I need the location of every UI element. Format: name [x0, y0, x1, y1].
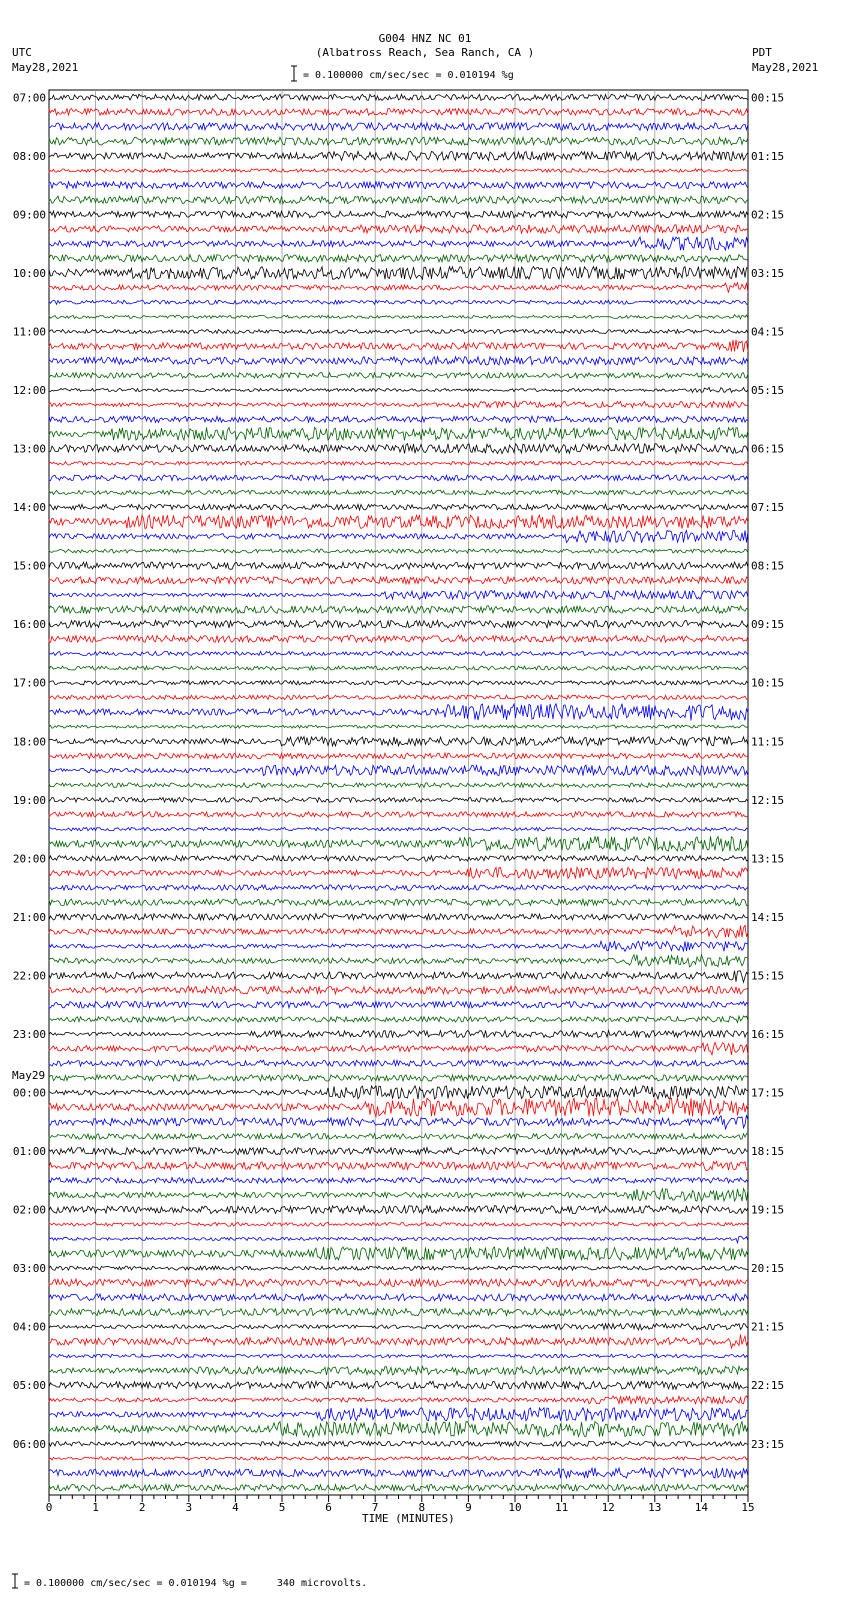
pdt-hour-label: 21:15 — [751, 1320, 785, 1334]
seismic-trace — [49, 196, 748, 204]
pdt-hour-label: 16:15 — [751, 1027, 785, 1041]
utc-hour-label: 10:00 — [12, 266, 46, 280]
seismic-trace — [49, 606, 748, 613]
seismic-trace — [49, 725, 748, 728]
seismic-trace — [49, 1247, 748, 1260]
seismic-trace — [49, 1042, 748, 1055]
seismic-trace — [49, 1161, 748, 1171]
utc-hour-label: 11:00 — [12, 325, 46, 339]
seismic-trace — [49, 1134, 748, 1140]
x-tick-label: 3 — [185, 1501, 193, 1514]
date-change-label: May29 — [12, 1069, 46, 1082]
x-tick-label: 9 — [465, 1501, 472, 1514]
pdt-hour-label: 20:15 — [751, 1262, 785, 1276]
station-location: (Albatross Reach, Sea Ranch, CA ) — [315, 46, 535, 59]
station-title: G004 HNZ NC 01 — [378, 32, 472, 45]
seismic-trace — [49, 330, 748, 334]
seismic-trace — [49, 444, 748, 454]
seismic-trace — [49, 315, 748, 319]
x-tick-label: 8 — [418, 1501, 426, 1514]
seismic-trace — [49, 591, 748, 600]
seismic-trace — [49, 1324, 748, 1330]
pdt-hour-label: 06:15 — [751, 442, 785, 456]
pdt-hour-label: 17:15 — [751, 1086, 785, 1100]
x-axis-label: TIME (MINUTES) — [362, 1512, 455, 1525]
pdt-hour-label: 13:15 — [751, 852, 785, 866]
seismic-trace — [49, 1308, 748, 1315]
seismic-trace — [49, 765, 748, 776]
seismic-trace — [49, 357, 748, 365]
seismic-trace — [49, 1178, 748, 1184]
pdt-hour-label: 09:15 — [751, 618, 785, 632]
seismic-trace — [49, 1354, 748, 1358]
seismic-trace — [49, 955, 748, 967]
x-tick-label: 7 — [371, 1501, 379, 1514]
utc-hour-label: 00:00 — [12, 1086, 46, 1100]
pdt-hour-label: 01:15 — [751, 149, 785, 163]
seismic-trace — [49, 827, 748, 830]
pdt-hour-label: 08:15 — [751, 559, 785, 573]
pdt-hour-label: 10:15 — [751, 676, 785, 690]
seismic-trace — [49, 1408, 748, 1421]
seismic-trace — [49, 562, 748, 569]
seismic-trace — [49, 225, 748, 234]
x-tick-label: 12 — [601, 1501, 615, 1514]
pdt-hour-label: 03:15 — [751, 266, 785, 280]
seismic-trace — [49, 1279, 748, 1287]
seismic-trace — [49, 237, 748, 251]
seismic-trace — [49, 267, 748, 280]
seismic-trace — [49, 373, 748, 379]
seismic-trace — [49, 1441, 748, 1446]
utc-hour-label: 21:00 — [12, 910, 46, 924]
seismic-trace — [49, 515, 748, 529]
seismic-trace — [49, 836, 748, 851]
seismic-trace — [49, 899, 748, 906]
seismic-trace — [49, 1002, 748, 1008]
seismic-trace — [49, 490, 748, 495]
x-tick-label: 15 — [741, 1501, 755, 1514]
seismic-trace — [49, 971, 748, 983]
right-date: May28,2021 — [752, 61, 819, 74]
seismic-trace — [49, 635, 748, 642]
utc-hour-label: 08:00 — [12, 149, 46, 163]
seismic-trace — [49, 1484, 748, 1491]
x-tick-label: 11 — [554, 1501, 569, 1514]
seismic-trace — [49, 1189, 748, 1202]
pdt-hour-label: 23:15 — [751, 1437, 785, 1451]
seismic-trace — [49, 283, 748, 293]
seismic-trace — [49, 475, 748, 481]
right-timezone: PDT — [752, 46, 772, 59]
x-tick-label: 4 — [232, 1501, 239, 1514]
utc-hour-label: 15:00 — [12, 559, 46, 573]
seismic-trace — [49, 1031, 748, 1038]
seismic-trace — [49, 941, 748, 951]
utc-hour-label: 20:00 — [12, 852, 46, 866]
seismic-trace — [49, 123, 748, 131]
seismic-trace — [49, 1115, 748, 1129]
seismic-trace — [49, 885, 748, 890]
seismic-trace — [49, 416, 748, 422]
seismic-trace — [49, 461, 748, 465]
footer-scale-text: = 0.100000 cm/sec/sec = 0.010194 %g = 340 microvolts. — [24, 1578, 368, 1589]
seismic-trace — [49, 428, 748, 441]
seismic-trace — [49, 1075, 748, 1081]
pdt-hour-label: 05:15 — [751, 384, 785, 398]
pdt-hour-label: 19:15 — [751, 1203, 785, 1217]
pdt-hour-label: 11:15 — [751, 735, 785, 749]
seismic-trace — [49, 211, 748, 218]
seismic-trace — [49, 94, 748, 100]
seismic-trace — [49, 1335, 748, 1349]
x-tick-label: 10 — [508, 1501, 522, 1514]
seismic-trace — [49, 812, 748, 817]
seismic-trace — [49, 681, 748, 685]
seismic-trace — [49, 300, 748, 304]
seismic-trace — [49, 1457, 748, 1460]
seismic-trace — [49, 151, 748, 160]
seismic-trace — [49, 783, 748, 788]
pdt-hour-label: 22:15 — [751, 1379, 785, 1393]
seismic-trace — [49, 798, 748, 803]
x-tick-label: 5 — [278, 1501, 286, 1514]
seismic-trace — [49, 182, 748, 189]
seismic-trace — [49, 1086, 748, 1099]
seismic-trace — [49, 109, 748, 116]
seismic-trace — [49, 387, 748, 392]
pdt-hour-label: 18:15 — [751, 1145, 785, 1159]
utc-hour-label: 03:00 — [12, 1262, 46, 1276]
utc-hour-label: 01:00 — [12, 1145, 46, 1159]
seismic-trace — [49, 549, 748, 553]
seismic-trace — [49, 986, 748, 994]
seismic-trace — [49, 704, 748, 721]
utc-hour-label: 12:00 — [12, 384, 46, 398]
seismic-trace — [49, 666, 748, 670]
scale-text: = 0.100000 cm/sec/sec = 0.010194 %g — [303, 70, 514, 81]
x-tick-label: 2 — [138, 1501, 146, 1514]
pdt-hour-label: 04:15 — [751, 325, 785, 339]
seismic-trace — [49, 1468, 748, 1478]
seismic-trace — [49, 1016, 748, 1023]
seismic-trace — [49, 651, 748, 655]
pdt-hour-label: 12:15 — [751, 793, 785, 807]
seismic-trace — [49, 1421, 748, 1436]
utc-hour-label: 09:00 — [12, 208, 46, 222]
left-timezone: UTC — [12, 46, 32, 59]
seismic-trace — [49, 1060, 748, 1066]
utc-hour-label: 14:00 — [12, 501, 46, 515]
seismic-trace — [49, 1294, 748, 1301]
seismic-trace — [49, 737, 748, 746]
seismic-trace — [49, 914, 748, 920]
pdt-hour-label: 02:15 — [751, 208, 785, 222]
utc-hour-label: 05:00 — [12, 1379, 46, 1393]
seismic-trace — [49, 1148, 748, 1155]
utc-hour-label: 17:00 — [12, 676, 46, 690]
seismic-trace — [49, 169, 748, 173]
seismic-trace — [49, 867, 748, 879]
utc-hour-label: 13:00 — [12, 442, 46, 456]
utc-hour-label: 16:00 — [12, 618, 46, 632]
seismic-trace — [49, 1098, 748, 1117]
seismic-trace — [49, 753, 748, 759]
utc-hour-label: 04:00 — [12, 1320, 46, 1334]
seismic-trace — [49, 1396, 748, 1404]
left-date: May28,2021 — [12, 61, 79, 74]
utc-hour-label: 22:00 — [12, 969, 46, 983]
x-tick-label: 1 — [92, 1501, 99, 1514]
seismic-trace — [49, 1266, 748, 1270]
seismic-trace — [49, 402, 748, 408]
seismic-trace — [49, 504, 748, 510]
seismic-trace — [49, 856, 748, 862]
x-tick-label: 0 — [45, 1501, 53, 1514]
utc-hour-label: 07:00 — [12, 91, 46, 105]
seismic-trace — [49, 1366, 748, 1375]
seismic-trace — [49, 1222, 748, 1226]
utc-hour-label: 02:00 — [12, 1203, 46, 1217]
seismic-trace — [49, 340, 748, 352]
seismic-trace — [49, 620, 748, 628]
seismic-trace — [49, 577, 748, 584]
seismic-trace — [49, 1381, 748, 1389]
x-tick-label: 14 — [694, 1501, 709, 1514]
pdt-hour-label: 00:15 — [751, 91, 785, 105]
pdt-hour-label: 15:15 — [751, 969, 785, 983]
x-tick-label: 6 — [325, 1501, 332, 1514]
utc-hour-label: 23:00 — [12, 1027, 46, 1041]
seismic-trace — [49, 1236, 748, 1242]
pdt-hour-label: 07:15 — [751, 501, 785, 515]
seismic-trace — [49, 1206, 748, 1214]
seismic-trace — [49, 255, 748, 262]
seismic-trace — [49, 137, 748, 145]
utc-hour-label: 18:00 — [12, 735, 46, 749]
pdt-hour-label: 14:15 — [751, 910, 785, 924]
utc-hour-label: 19:00 — [12, 793, 46, 807]
seismic-trace — [49, 695, 748, 699]
utc-hour-label: 06:00 — [12, 1437, 46, 1451]
seismic-trace — [49, 925, 748, 938]
seismic-trace — [49, 530, 748, 542]
x-tick-label: 13 — [648, 1501, 662, 1514]
